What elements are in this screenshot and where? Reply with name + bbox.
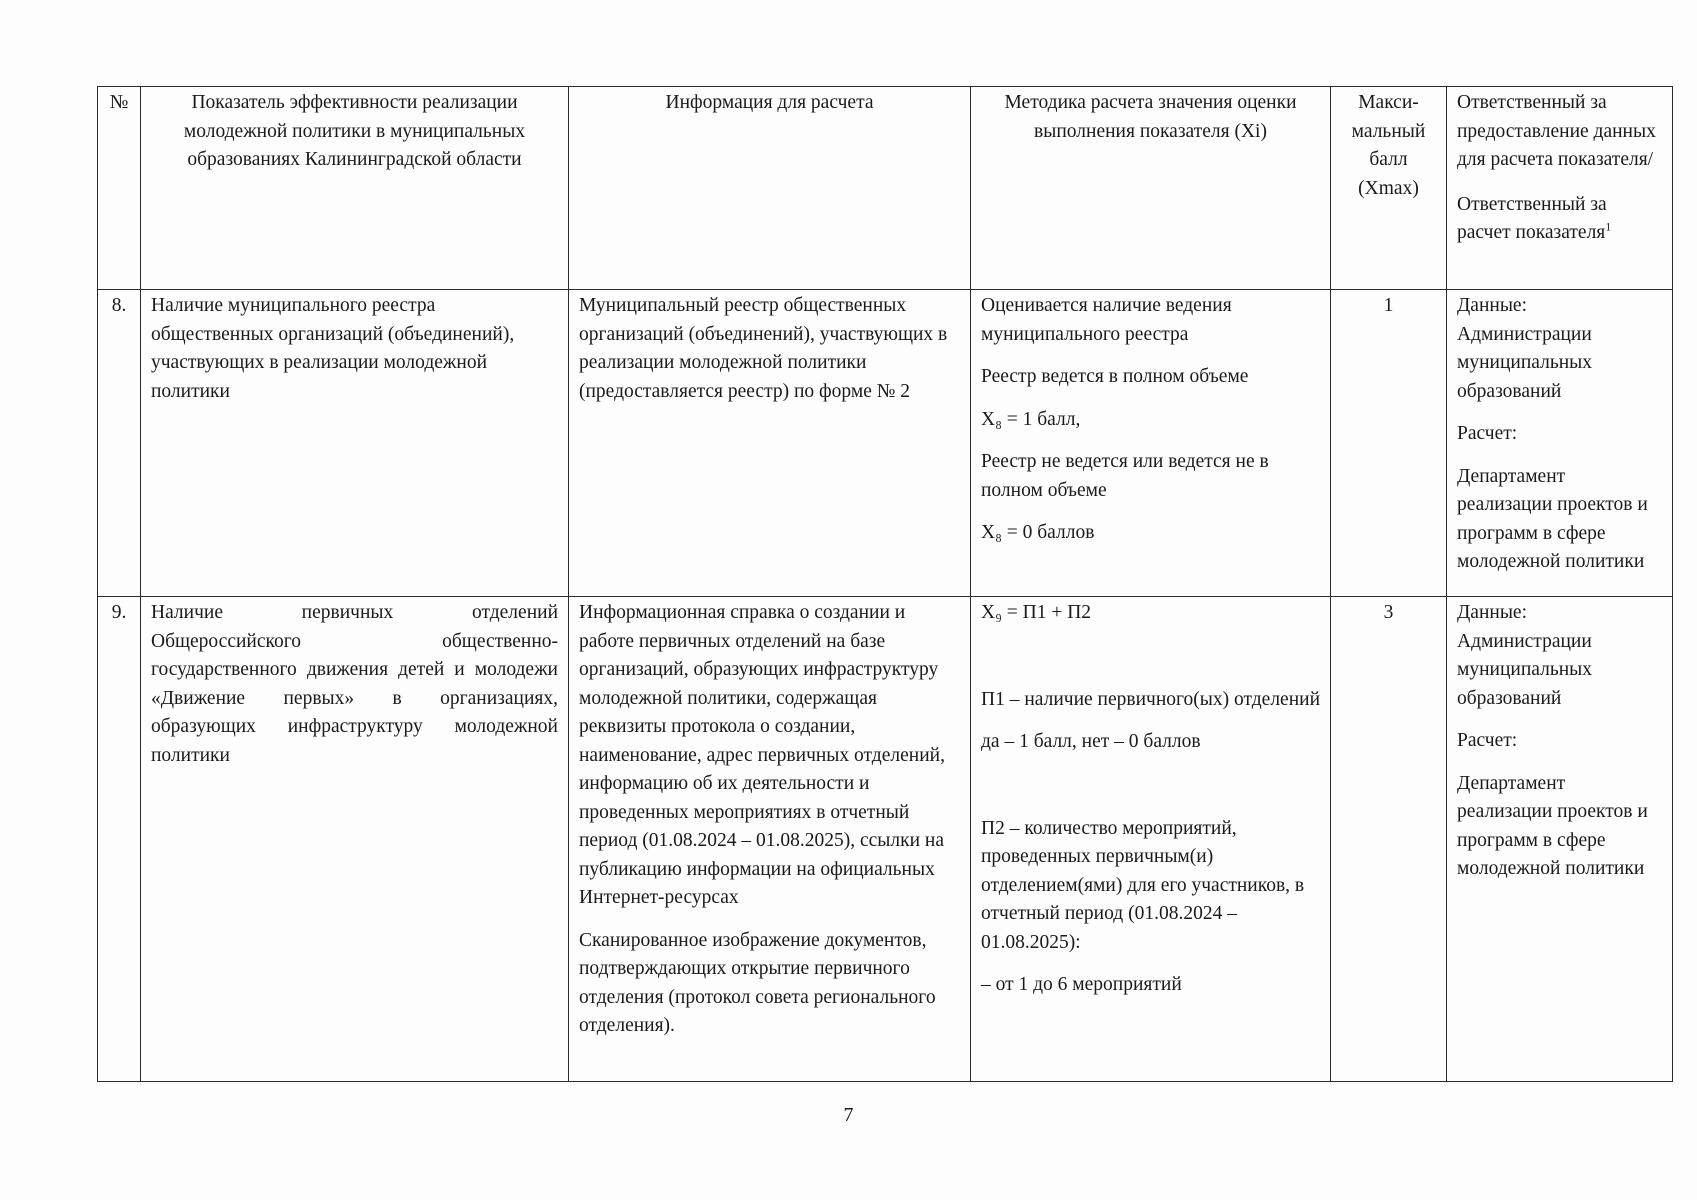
header-max-line: мальный <box>1351 120 1426 142</box>
row-responsible <box>1447 290 1673 597</box>
header-method: Методика расчета значения оценки выполнения показателя (Xi) <box>971 87 1331 290</box>
responsible-calc-label: Расчет: <box>1457 730 1518 751</box>
row-method <box>971 290 1331 597</box>
method-text: Реестр ведется в полном объеме <box>981 366 1249 387</box>
header-info: Информация для расчета <box>569 87 971 290</box>
method-text: – от 1 до 6 мероприятий <box>981 974 1182 995</box>
header-responsible-calc <box>1457 191 1662 248</box>
table-row <box>98 290 1673 597</box>
header-indicator: Показатель эффективности реализации молодежной политики в муниципальных образованиях Калининградской области <box>141 87 569 290</box>
header-num: № <box>98 87 141 290</box>
row-info-text: Информационная справка о создании и работе первичных отделений на базе организаций, образующих инфраструктуру молодежной политики, содержащая реквизиты протокола о создании, наименование, адрес первичных отделений, информацию об их деятельности и проведенных мероприятиях в отчетный период (01.08.2024 – 01.08.2025), ссылки на публикацию информации на официальных Интернет-ресурсах <box>579 602 945 908</box>
table-row <box>98 597 1673 1082</box>
responsible-data: Данные: Администрации муниципальных образований <box>1457 295 1593 402</box>
row-indicator: Наличие первичных отделений Общероссийского общественно-государственного движения детей и молодежи «Движение первых» в организациях, образующих инфраструктуру молодежной политики <box>141 597 569 1082</box>
header-max-line: балл <box>1369 149 1408 170</box>
method-formula: X₈ = 1 балл, <box>981 408 1081 430</box>
row-max-score: 3 <box>1331 597 1447 1082</box>
method-formula: X₉ = П1 + П2 <box>981 602 1092 623</box>
method-formula: X₈ = 0 баллов <box>981 522 1095 543</box>
header-max <box>1331 87 1447 290</box>
method-text: П1 – наличие первичного(ых) отделений <box>981 688 1321 710</box>
header-max-line: Макси- <box>1358 92 1419 113</box>
header-responsible-data: Ответственный за предоставление данных для расчета показателя/ <box>1457 92 1656 170</box>
responsible-department: Департамент реализации проектов и программ в сфере молодежной политики <box>1457 465 1648 572</box>
responsible-data: Данные: Администрации муниципальных образований <box>1457 602 1593 709</box>
row-max-score: 1 <box>1331 290 1447 597</box>
row-number: 8. <box>98 290 141 597</box>
row-method <box>971 597 1331 1082</box>
row-info <box>569 290 971 597</box>
row-info-text: Сканированное изображение документов, подтверждающих открытие первичного отделения (протокол совета регионального отделения). <box>579 929 936 1036</box>
criteria-table <box>97 86 1673 1082</box>
responsible-department: Департамент реализации проектов и программ в сфере молодежной политики <box>1457 772 1648 879</box>
method-text: Реестр не ведется или ведется не в полном объеме <box>981 451 1269 501</box>
header-max-line: (Xmax) <box>1358 177 1419 199</box>
header-responsible-calc-text: Ответственный за расчет показателя <box>1457 193 1607 243</box>
row-info-text: Муниципальный реестр общественных организаций (объединений), участвующих в реализации молодежной политики (предоставляется реестр) по форме № 2 <box>579 295 948 402</box>
row-info <box>569 597 971 1082</box>
row-number: 9. <box>98 597 141 1082</box>
table-header-row <box>98 87 1673 290</box>
method-text: да – 1 балл, нет – 0 баллов <box>981 731 1201 752</box>
method-text: П2 – количество мероприятий, проведенных первичным(и) отделением(ями) для его участников, в отчетный период (01.08.2024 – 01.08.2025): <box>981 817 1305 953</box>
responsible-calc-label: Расчет: <box>1457 423 1518 444</box>
row-indicator: Наличие муниципального реестра общественных организаций (объединений), участвующих в реализации молодежной политики <box>141 290 569 597</box>
page-number: 7 <box>843 1104 854 1126</box>
header-responsible <box>1447 87 1673 290</box>
footnote-marker: 1 <box>1605 219 1612 234</box>
method-text: Оценивается наличие ведения муниципального реестра <box>981 295 1232 345</box>
row-responsible <box>1447 597 1673 1082</box>
